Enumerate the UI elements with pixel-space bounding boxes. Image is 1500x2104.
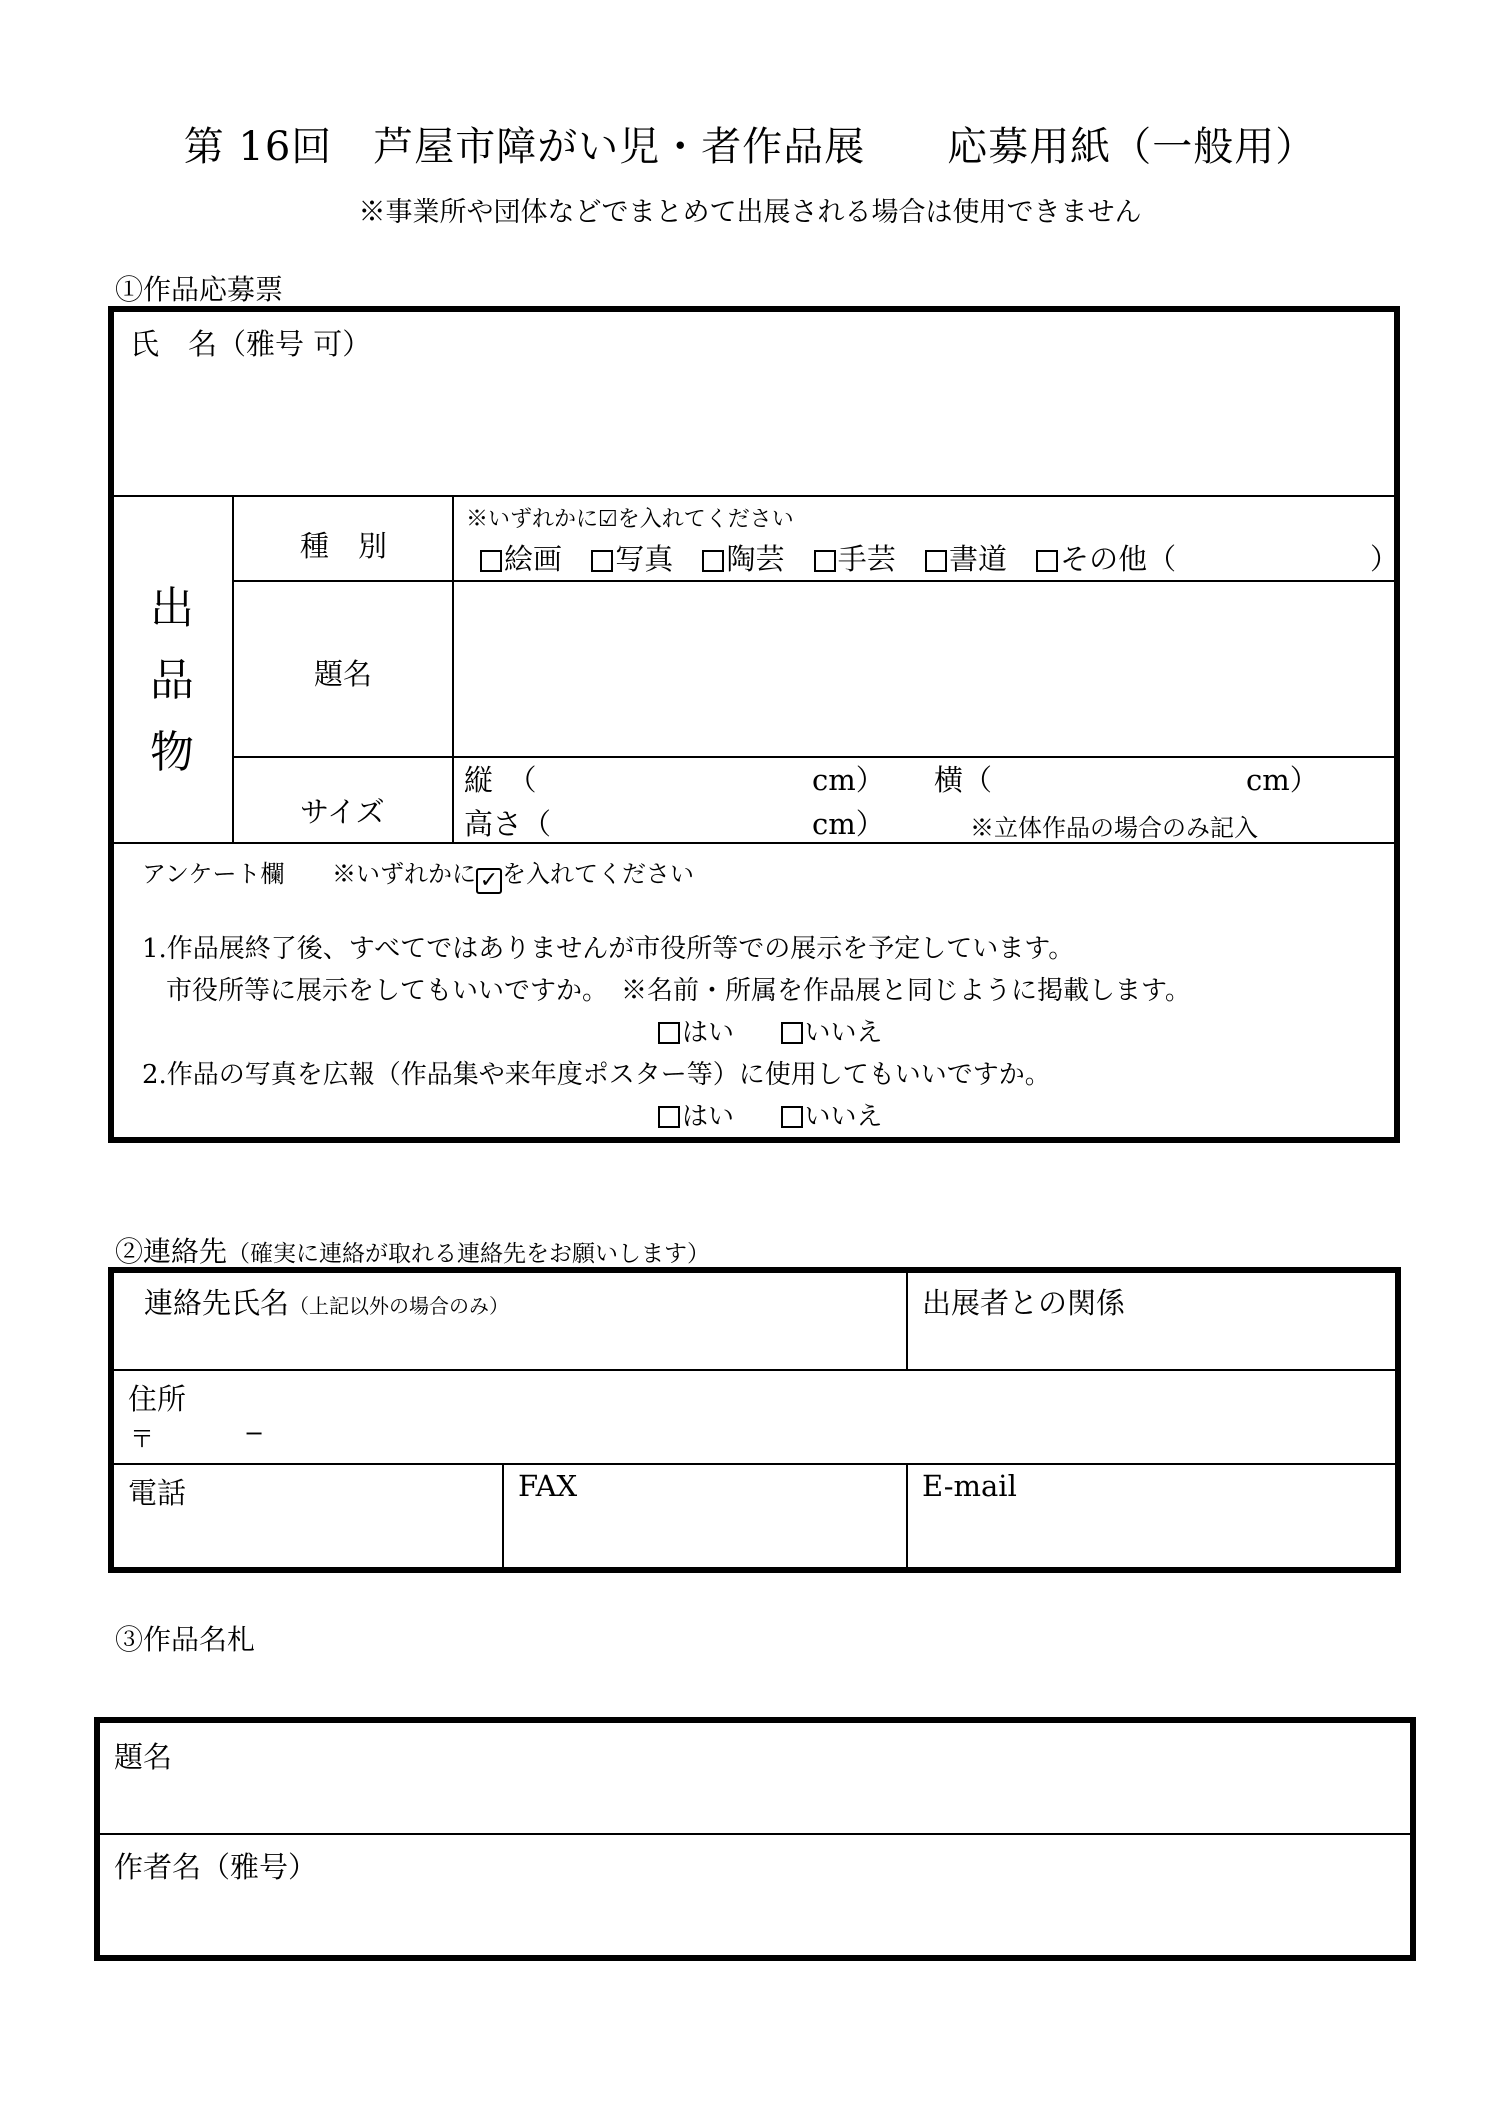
nameplate-table bbox=[94, 1717, 1416, 1961]
section1-label: ①作品応募票 bbox=[115, 273, 284, 306]
name-label: 氏 名（雅号 可） bbox=[130, 327, 372, 361]
option-label: 手芸 bbox=[837, 542, 896, 576]
exhibit-label-1: 出 bbox=[150, 583, 194, 634]
checkbox[interactable] bbox=[702, 550, 724, 572]
category-option-painting[interactable] bbox=[480, 537, 562, 578]
q2-no[interactable] bbox=[781, 1102, 883, 1132]
size-cm-2: cm） bbox=[1246, 763, 1319, 797]
q1-yes[interactable] bbox=[658, 1018, 734, 1048]
name-field[interactable] bbox=[114, 362, 1394, 492]
email-label: E-mail bbox=[922, 1469, 1017, 1503]
survey-note-pre: ※いずれかに bbox=[332, 860, 476, 888]
category-note: ※いずれかに☑を入れてください bbox=[466, 507, 794, 532]
divider bbox=[232, 495, 234, 842]
category-label: 種 別 bbox=[300, 529, 388, 563]
entry-table bbox=[108, 306, 1400, 1143]
checkmark-icon: ✓ bbox=[476, 868, 502, 894]
size-depth-label: 高さ（ bbox=[464, 807, 552, 841]
phone-label: 電話 bbox=[128, 1476, 187, 1510]
contact-name-label bbox=[144, 1281, 509, 1322]
divider bbox=[906, 1273, 908, 1369]
nameplate-title-label: 題名 bbox=[114, 1740, 173, 1774]
survey-q1-line2: 市役所等に展示をしてもいいですか。 ※名前・所属を作品展と同じように掲載します。 bbox=[166, 976, 1191, 1006]
contact-name-text: 連絡先氏名 bbox=[144, 1286, 290, 1320]
size-depth-note: ※立体作品の場合のみ記入 bbox=[970, 814, 1258, 842]
q2-options bbox=[658, 1096, 883, 1133]
address-label: 住所 bbox=[128, 1382, 187, 1416]
category-option-handicraft[interactable] bbox=[814, 537, 896, 578]
contact-table bbox=[108, 1267, 1401, 1573]
survey-note-post: を入れてください bbox=[502, 860, 694, 888]
section2-label bbox=[115, 1230, 710, 1270]
size-label: サイズ bbox=[300, 795, 385, 829]
category-option-other[interactable] bbox=[1036, 537, 1176, 578]
option-label: 陶芸 bbox=[726, 542, 785, 576]
divider bbox=[114, 495, 1394, 497]
divider bbox=[114, 1463, 1395, 1465]
option-label: その他（ bbox=[1060, 542, 1177, 576]
section2-label-text: ②連絡先 bbox=[115, 1235, 228, 1268]
checkbox[interactable] bbox=[658, 1106, 680, 1128]
survey-note bbox=[332, 854, 694, 894]
option-label: 書道 bbox=[948, 542, 1007, 576]
survey-q1-line1: 1.作品展終了後、すべてではありませんが市役所等での展示を予定しています。 bbox=[142, 934, 1075, 964]
yes-label: はい bbox=[682, 1018, 735, 1048]
section2-label-note: （確実に連絡が取れる連絡先をお願いします） bbox=[227, 1241, 711, 1267]
exhibit-label-3: 物 bbox=[150, 727, 194, 778]
divider bbox=[114, 1369, 1395, 1371]
no-label: いいえ bbox=[804, 1018, 883, 1048]
checkbox[interactable] bbox=[781, 1022, 803, 1044]
q1-no[interactable] bbox=[781, 1018, 883, 1048]
form-subtitle: ※事業所や団体などでまとめて出展される場合は使用できません bbox=[358, 197, 1142, 228]
category-options bbox=[480, 537, 1196, 578]
nameplate-author-label: 作者名（雅号） bbox=[114, 1850, 318, 1884]
checkbox[interactable] bbox=[814, 550, 836, 572]
size-cm-3: cm） bbox=[812, 807, 885, 841]
checkbox[interactable] bbox=[781, 1106, 803, 1128]
category-option-photo[interactable] bbox=[591, 537, 673, 578]
exhibit-label-2: 品 bbox=[150, 655, 194, 706]
section3-label: ③作品名札 bbox=[115, 1623, 256, 1656]
option-label: 写真 bbox=[615, 542, 674, 576]
q1-options bbox=[658, 1012, 883, 1049]
survey-label: アンケート欄 bbox=[142, 860, 285, 888]
title-field[interactable] bbox=[454, 582, 1394, 754]
postal-dash: − bbox=[244, 1419, 265, 1447]
form-title: 第 16回 芦屋市障がい児・者作品展 応募用紙（一般用） bbox=[183, 124, 1317, 170]
size-height-label: 縦 （ bbox=[464, 763, 537, 797]
survey-q2: 2.作品の写真を広報（作品集や来年度ポスター等）に使用してもいいですか。 bbox=[142, 1060, 1051, 1090]
no-label: いいえ bbox=[804, 1102, 883, 1132]
relation-label: 出展者との関係 bbox=[922, 1286, 1126, 1320]
postal-mark: 〒 bbox=[130, 1425, 154, 1453]
checkbox[interactable] bbox=[658, 1022, 680, 1044]
option-label: 絵画 bbox=[504, 542, 563, 576]
q2-yes[interactable] bbox=[658, 1102, 734, 1132]
fax-label: FAX bbox=[518, 1469, 578, 1503]
contact-name-note: （上記以外の場合のみ） bbox=[289, 1294, 510, 1318]
category-option-ceramics[interactable] bbox=[702, 537, 784, 578]
size-width-label: 横（ bbox=[934, 763, 993, 797]
checkbox[interactable] bbox=[480, 550, 502, 572]
size-cm-1: cm） bbox=[812, 763, 885, 797]
category-option-calligraphy[interactable] bbox=[925, 537, 1007, 578]
checkbox[interactable] bbox=[1036, 550, 1058, 572]
checkbox[interactable] bbox=[591, 550, 613, 572]
divider bbox=[906, 1463, 908, 1567]
divider bbox=[100, 1833, 1410, 1835]
checkbox[interactable] bbox=[925, 550, 947, 572]
title-label: 題名 bbox=[314, 657, 373, 691]
yes-label: はい bbox=[682, 1102, 735, 1132]
divider bbox=[502, 1463, 504, 1567]
category-close-paren: ） bbox=[1370, 542, 1400, 576]
